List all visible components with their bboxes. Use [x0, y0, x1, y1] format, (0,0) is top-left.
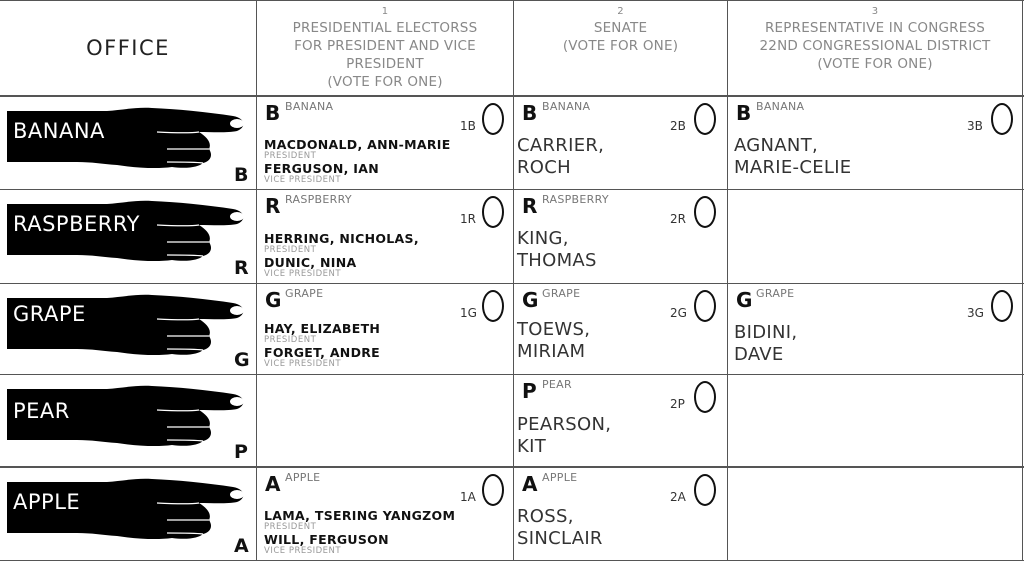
- president-candidate: LAMA, TSERING YANGZOM: [264, 508, 456, 523]
- vote-oval-2b[interactable]: [694, 103, 716, 135]
- vote-oval-1r[interactable]: [482, 196, 504, 228]
- column-title-line: FOR PRESIDENT AND VICE: [294, 38, 476, 54]
- party-label: GRAPE: [542, 287, 581, 300]
- column-header-presidential: [258, 5, 512, 91]
- ballot-code: 2B: [670, 119, 686, 133]
- candidate-cell-2p: [514, 375, 727, 466]
- ballot-code: 1R: [460, 212, 476, 226]
- party-name: GRAPE: [13, 302, 86, 326]
- role-label: PRESIDENT: [264, 245, 317, 255]
- column-header-congress: [729, 5, 1021, 73]
- candidate-name-line: KIT: [517, 436, 547, 457]
- candidate-name-line: KING,: [517, 228, 569, 249]
- party-label: APPLE: [285, 471, 321, 484]
- party-label: GRAPE: [756, 287, 795, 300]
- party-letter: A: [522, 472, 538, 496]
- vote-oval-2a[interactable]: [694, 474, 716, 506]
- vote-oval-3b[interactable]: [991, 103, 1013, 135]
- party-letter: B: [265, 101, 281, 125]
- president-candidate: MACDONALD, ANN-MARIE: [264, 137, 451, 152]
- party-letter: A: [265, 472, 281, 496]
- grid-line: [1022, 0, 1023, 561]
- candidate-name-line: BIDINI,: [734, 322, 798, 343]
- party-letter: P: [234, 441, 248, 463]
- candidate-cell-1g: [257, 284, 513, 374]
- party-label: RASPBERRY: [542, 193, 609, 206]
- ballot-code: 3B: [967, 119, 983, 133]
- column-number: 2: [617, 6, 624, 17]
- candidate-name-line: ROCH: [517, 157, 571, 178]
- party-row-banana: [0, 97, 256, 189]
- vote-oval-2g[interactable]: [694, 290, 716, 322]
- role-label: VICE PRESIDENT: [264, 269, 342, 279]
- candidate-cell-3g: [728, 284, 1022, 374]
- candidate-name-line: CARRIER,: [517, 135, 605, 156]
- vote-oval-2r[interactable]: [694, 196, 716, 228]
- role-label: PRESIDENT: [264, 335, 317, 345]
- ballot-code: 1B: [460, 119, 476, 133]
- vote-oval-1g[interactable]: [482, 290, 504, 322]
- party-name: BANANA: [13, 119, 105, 143]
- column-vote-instruction: (VOTE FOR ONE): [327, 74, 443, 90]
- party-letter: B: [234, 164, 249, 186]
- candidate-cell-1b: [257, 97, 513, 189]
- role-label: PRESIDENT: [264, 522, 317, 532]
- candidate-name-line: TOEWS,: [517, 319, 591, 340]
- vice-president-candidate: FERGUSON, IAN: [264, 161, 379, 176]
- party-label: BANANA: [285, 100, 334, 113]
- party-label: RASPBERRY: [285, 193, 352, 206]
- candidate-cell-2r: [514, 190, 727, 283]
- ballot-code: 1G: [460, 306, 477, 320]
- party-letter: R: [522, 194, 538, 218]
- office-header: OFFICE: [86, 35, 170, 60]
- party-letter: G: [234, 349, 250, 371]
- candidate-name-line: DAVE: [734, 344, 784, 365]
- grid-line: [0, 560, 1024, 561]
- vice-president-candidate: WILL, FERGUSON: [264, 532, 389, 547]
- party-label: GRAPE: [285, 287, 324, 300]
- president-candidate: HERRING, NICHOLAS,: [264, 231, 419, 246]
- grid-line: [727, 0, 728, 561]
- party-label: APPLE: [542, 471, 578, 484]
- column-title-line: REPRESENTATIVE IN CONGRESS: [764, 20, 986, 36]
- ballot-code: 2G: [670, 306, 687, 320]
- candidate-name-line: MARIE-CELIE: [734, 157, 852, 178]
- candidate-cell-1a: [257, 468, 513, 560]
- role-label: VICE PRESIDENT: [264, 359, 342, 369]
- candidate-name-line: THOMAS: [517, 250, 597, 271]
- column-title-line: SENATE: [593, 20, 648, 36]
- vote-oval-2p[interactable]: [694, 381, 716, 413]
- party-row-grape: [0, 284, 256, 374]
- party-name: PEAR: [13, 399, 70, 423]
- column-vote-instruction: (VOTE FOR ONE): [562, 38, 679, 54]
- role-label: VICE PRESIDENT: [264, 175, 342, 185]
- candidate-name-line: SINCLAIR: [517, 528, 603, 549]
- vote-oval-1a[interactable]: [482, 474, 504, 506]
- candidate-cell-1r: [257, 190, 513, 283]
- candidate-name-line: AGNANT,: [734, 135, 819, 156]
- party-name: RASPBERRY: [13, 212, 140, 236]
- candidate-cell-2b: [514, 97, 727, 189]
- vote-oval-1b[interactable]: [482, 103, 504, 135]
- president-candidate: HAY, ELIZABETH: [264, 321, 381, 336]
- party-name: APPLE: [13, 490, 81, 514]
- candidate-name-line: MIRIAM: [517, 341, 586, 362]
- party-label: BANANA: [756, 100, 805, 113]
- column-number: 1: [381, 6, 389, 17]
- party-letter: A: [234, 535, 249, 557]
- ballot-code: 3G: [967, 306, 984, 320]
- candidate-cell-2g: [514, 284, 727, 374]
- candidate-cell-3b: [728, 97, 1022, 189]
- party-label: BANANA: [542, 100, 591, 113]
- party-letter: B: [522, 101, 538, 125]
- party-letter: R: [265, 194, 281, 218]
- column-title-line: PRESIDENT: [346, 56, 424, 72]
- vice-president-candidate: FORGET, ANDRE: [264, 345, 381, 360]
- party-letter: R: [234, 257, 249, 279]
- column-vote-instruction: (VOTE FOR ONE): [817, 56, 933, 72]
- ballot-code: 2A: [670, 490, 686, 504]
- party-letter: G: [265, 288, 282, 312]
- party-row-raspberry: [0, 190, 256, 283]
- party-label: PEAR: [542, 378, 572, 391]
- column-header-senate: [515, 5, 726, 55]
- role-label: VICE PRESIDENT: [264, 546, 342, 556]
- column-title-line: PRESIDENTIAL ELECTORSS: [292, 20, 478, 36]
- ballot-code: 2R: [670, 212, 686, 226]
- party-letter: B: [736, 101, 752, 125]
- role-label: PRESIDENT: [264, 151, 317, 161]
- candidate-cell-2a: [514, 468, 727, 560]
- vice-president-candidate: DUNIC, NINA: [264, 255, 357, 270]
- candidate-name-line: PEARSON,: [517, 414, 612, 435]
- party-row-apple: [0, 468, 256, 560]
- candidate-name-line: ROSS,: [517, 506, 574, 527]
- vote-oval-3g[interactable]: [991, 290, 1013, 322]
- column-number: 3: [871, 6, 879, 17]
- ballot-code: 2P: [670, 397, 685, 411]
- party-letter: G: [736, 288, 753, 312]
- party-letter: P: [522, 379, 537, 403]
- party-row-pear: [0, 375, 256, 466]
- party-letter: G: [522, 288, 539, 312]
- column-title-line: 22ND CONGRESSIONAL DISTRICT: [759, 38, 991, 54]
- ballot-code: 1A: [460, 490, 476, 504]
